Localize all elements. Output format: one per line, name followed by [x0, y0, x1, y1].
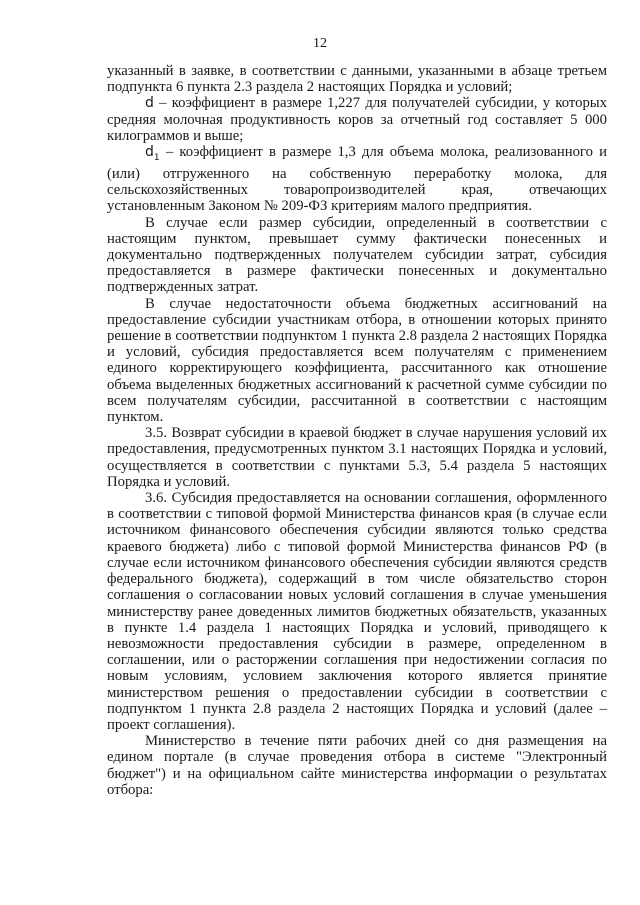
paragraph-subsidy-limit: В случае если размер субсидии, определенный в соответствии с настоящим пунктом, превышает сумму фактически понесенных и документально подтвержденных получателем субсидии затрат, субсидия предоставляется в размере фактически понесенных и документально подтвержденных затрат. — [107, 214, 607, 296]
paragraph-coefficient-d1 — [107, 144, 607, 215]
coefficient-d1-description: – коэффициент в размере 1,3 для объема молока, реализованного и (или) отгруженного на собственную переработку молока, для сельскохозяйственных товаропроизводителей края, отвечающих установленным Законом № 209-ФЗ критериям малого предприятия. — [107, 144, 607, 215]
coefficient-d-symbol: d — [145, 95, 154, 112]
coefficient-d-description: – коэффициент в размере 1,227 для получателей субсидии, у которых средняя молочная продуктивность коров за отчетный год составляет 5 000 килограммов и выше; — [107, 95, 607, 144]
paragraph-ministry-actions: Министерство в течение пяти рабочих дней со дня размещения на едином портале (в случае проведения отбора в системе "Электронный бюджет") и на официальном сайте министерства информации о результатах отбора: — [107, 733, 607, 798]
paragraph-insufficient-funds: В случае недостаточности объема бюджетных ассигнований на предоставление субсидии участникам отбора, в отношении которых принято решение в соответствии подпунктом 1 пункта 2.8 раздела 2 настоящих Порядка и условий, субсидия предоставляется всем получателям с применением единого корректирующего коэффициента, рассчитанного как отношение объема выделенных бюджетных ассигнований к расчетной сумме субсидии по всем получателям субсидии, рассчитанной в соответствии с настоящим пунктом. — [107, 295, 607, 426]
document-body — [107, 63, 607, 798]
paragraph-3-5-refund: 3.5. Возврат субсидии в краевой бюджет в случае нарушения условий их предоставления, предусмотренных пунктом 3.1 настоящих Порядка и условий, осуществляется в соответствии с пунктами 5.3, 5.4 раздела 5 настоящих Порядка и условий. — [107, 425, 607, 490]
coefficient-d1-symbol: $d_1$ — [145, 144, 160, 163]
page-number: 12 — [313, 36, 327, 51]
coefficient-d1-subscript: 1 — [153, 152, 160, 163]
paragraph-3-6-agreement: 3.6. Субсидия предоставляется на основании соглашения, оформленного в соответствии с типовой формой Министерства финансов края (в случае если источником финансового обеспечения субсидии являются только средства краевого бюджета) либо с типовой формой Министерства финансов РФ (в случае если источником финансового обеспечения субсидии являются средств федерального бюджета), содержащий в том числе обязательство сторон соглашения о согласовании новых условий соглашения в случае уменьшения министерству ранее доведенных лимитов бюджетных обязательств, указанных в пункте 1.4 раздела 1 настоящих Порядка и условий, приводящего к невозможности предоставления субсидии в размере, определенном в соглашении, или о расторжении соглашения при недостижении согласия по новым условиям, условием заключения которого является принятие министерством решения о предоставлении субсидии в соответствии с подпунктом 1 пункта 2.8 раздела 2 настоящих Порядка и условий (далее – проект соглашения). — [107, 490, 607, 733]
paragraph-continuation: указанный в заявке, в соответствии с данными, указанными в абзаце третьем подпункта 6 пункта 2.3 раздела 2 настоящих Порядка и условий; — [107, 63, 607, 96]
paragraph-coefficient-d — [107, 95, 607, 144]
